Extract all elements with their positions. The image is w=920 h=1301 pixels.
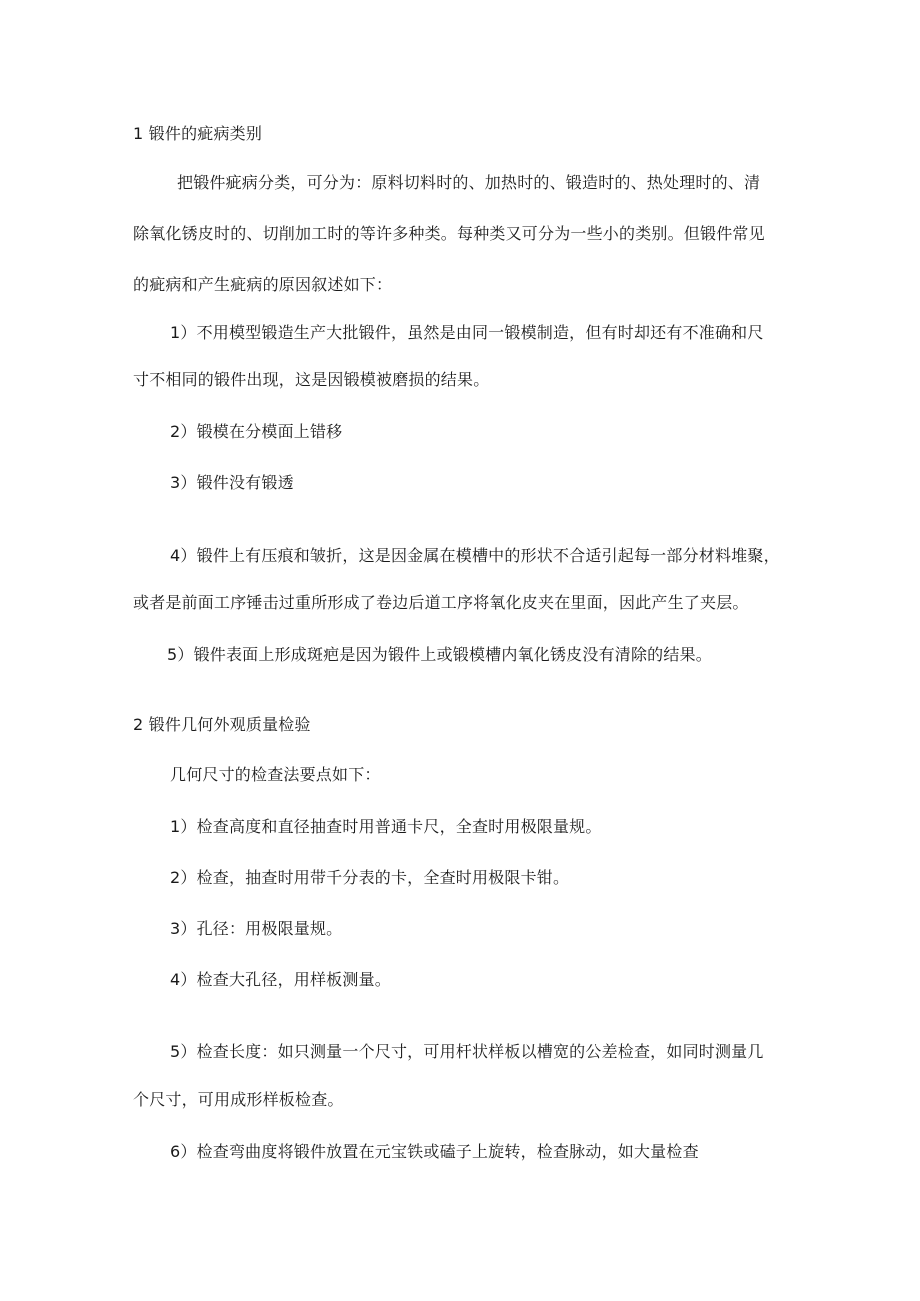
section-1-item-5: 5）锻件表面上形成斑疤是因为锻件上或锻模槽内氧化锈皮没有清除的结果。 — [167, 645, 712, 664]
section-1-item-1-line-1: 1）不用模型锻造生产大批锻件，虽然是由同一锻模制造，但有时却还有不准确和尺 — [170, 323, 764, 342]
section-2-item-5-line-2: 个尺寸，可用成形样板检查。 — [133, 1090, 344, 1109]
section-2-item-2: 2）检查，抽查时用带千分表的卡，全查时用极限卡钳。 — [170, 868, 570, 887]
section-1-item-4-line-1: 4）锻件上有压痕和皱折，这是因金属在模槽中的形状不合适引起每一部分材料堆聚， — [170, 546, 780, 565]
section-1-intro-line-1: 把锻件疵病分类，可分为：原料切料时的、加热时的、锻造时的、热处理时的、清 — [177, 173, 761, 192]
section-1-item-1-line-2: 寸不相同的锻件出现，这是因锻模被磨损的结果。 — [133, 370, 490, 389]
section-2-item-3: 3）孔径：用极限量规。 — [170, 919, 343, 938]
section-1-heading: 1 锻件的疵病类别 — [133, 124, 263, 143]
section-2-item-6: 6）检查弯曲度将锻件放置在元宝铁或磕子上旋转，检查脉动，如大量检查 — [170, 1142, 699, 1161]
section-2-item-1: 1）检查高度和直径抽查时用普通卡尺，全查时用极限量规。 — [170, 817, 602, 836]
section-1-item-2: 2）锻模在分模面上错移 — [170, 422, 343, 441]
section-2-intro: 几何尺寸的检查法要点如下： — [170, 765, 381, 784]
section-2-item-4: 4）检查大孔径，用样板测量。 — [170, 970, 391, 989]
section-1-intro-line-2: 除氧化锈皮时的、切削加工时的等许多种类。每种类又可分为一些小的类别。但锻件常见 — [133, 224, 765, 243]
section-2-item-5-line-1: 5）检查长度：如只测量一个尺寸，可用杆状样板以槽宽的公差检查，如同时测量几 — [170, 1042, 764, 1061]
section-2-heading: 2 锻件几何外观质量检验 — [133, 715, 311, 734]
section-1-item-3: 3）锻件没有锻透 — [170, 473, 294, 492]
section-1-item-4-line-2: 或者是前面工序锤击过重所形成了卷边后道工序将氧化皮夹在里面，因此产生了夹层。 — [133, 593, 749, 612]
section-1-intro-line-3: 的疵病和产生疵病的原因叙述如下： — [133, 275, 393, 294]
